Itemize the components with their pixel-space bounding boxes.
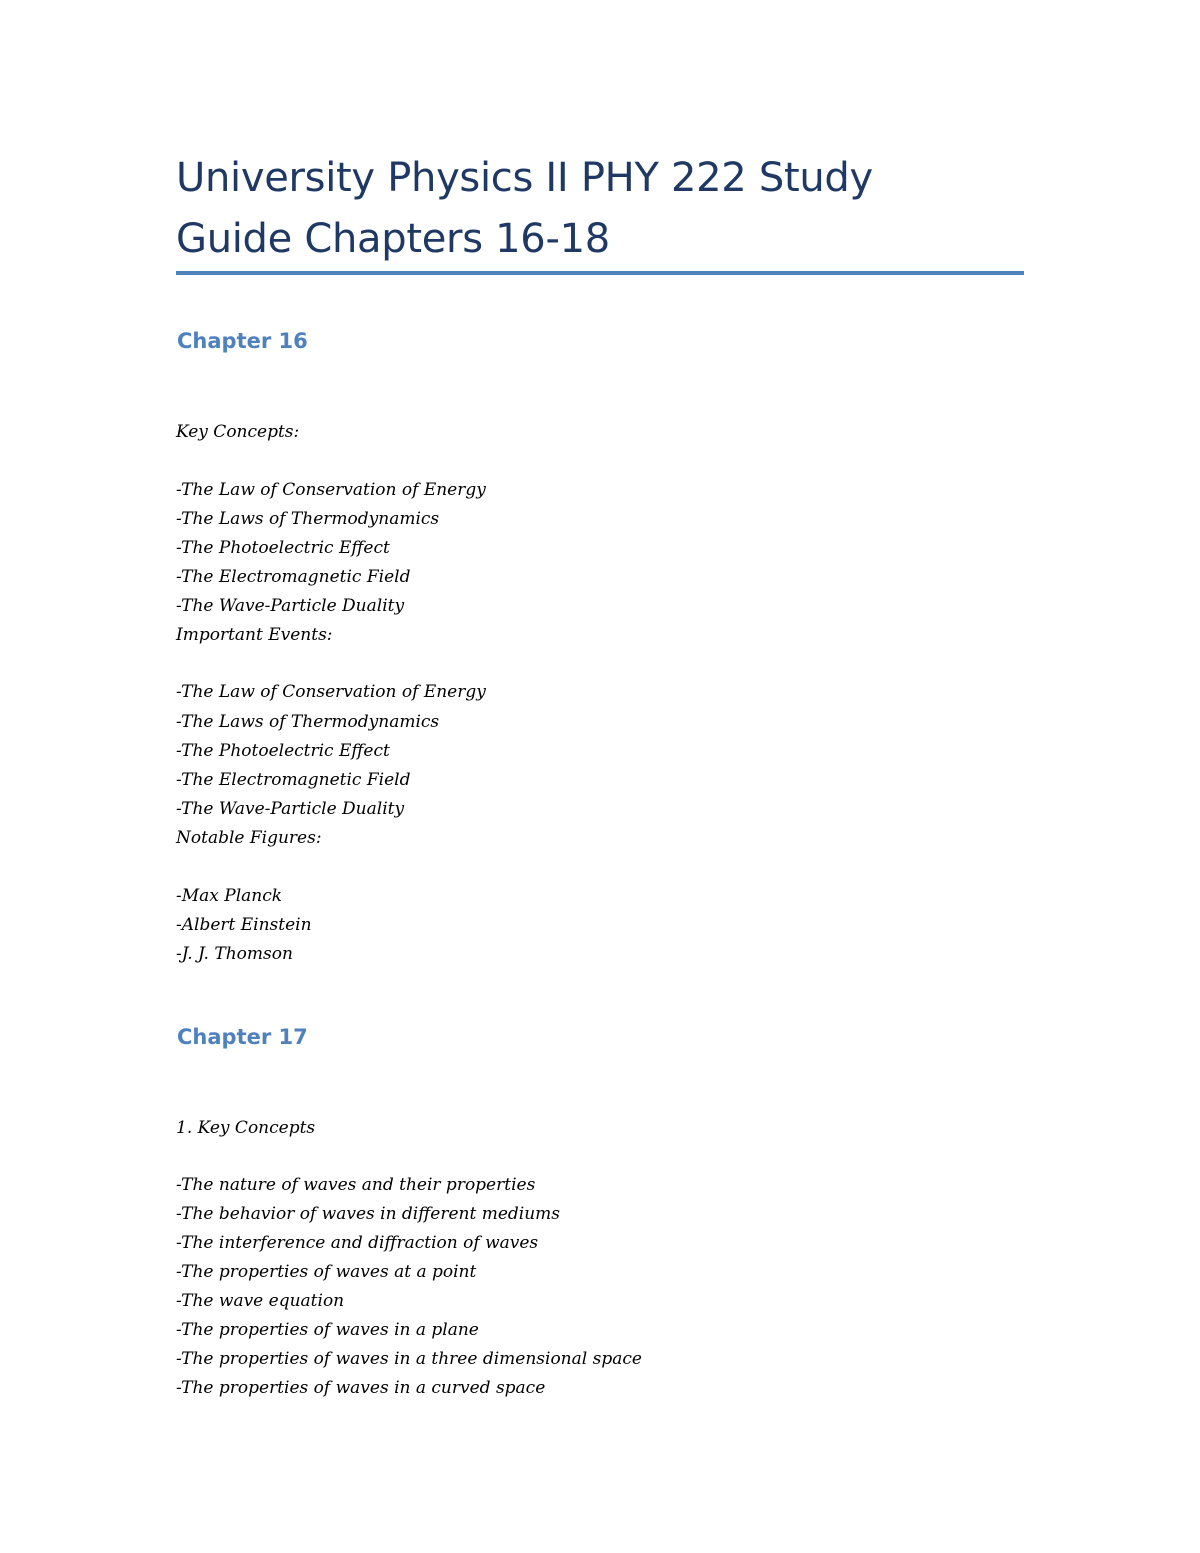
ch17-key-concept-item: -The interference and diffraction of waves	[176, 1233, 539, 1253]
ch16-key-concept-item: -The Law of Conservation of Energy	[176, 480, 486, 500]
ch17-key-concept-item: -The wave equation	[176, 1291, 345, 1311]
ch16-important-event-item: -The Law of Conservation of Energy	[176, 682, 486, 702]
ch16-important-event-item: -The Photoelectric Effect	[176, 741, 390, 761]
ch16-important-event-item: -The Electromagnetic Field	[176, 770, 411, 790]
document-title-line-1: University Physics II PHY 222 Study	[176, 155, 873, 201]
ch16-key-concept-item: -The Wave-Particle Duality	[176, 596, 405, 616]
title-underline-rule	[176, 271, 1024, 275]
ch16-important-event-item: -The Wave-Particle Duality	[176, 799, 405, 819]
chapter-16-heading: Chapter 16	[177, 329, 308, 353]
ch17-key-concepts-label: 1. Key Concepts	[176, 1118, 316, 1138]
ch16-important-event-item: -The Laws of Thermodynamics	[176, 712, 440, 732]
ch16-key-concept-item: -The Electromagnetic Field	[176, 567, 411, 587]
ch17-key-concept-item: -The properties of waves at a point	[176, 1262, 477, 1282]
ch17-key-concept-item: -The properties of waves in a plane	[176, 1320, 479, 1340]
ch17-key-concept-item: -The properties of waves in a curved space	[176, 1378, 546, 1398]
ch16-important-events-label: Important Events:	[176, 625, 333, 645]
ch17-key-concept-item: -The nature of waves and their properties	[176, 1175, 536, 1195]
ch16-notable-figure-item: -Albert Einstein	[176, 915, 312, 935]
document-title-line-2: Guide Chapters 16-18	[176, 216, 610, 262]
ch16-notable-figures-label: Notable Figures:	[176, 828, 322, 848]
ch16-key-concepts-label: Key Concepts:	[176, 422, 300, 442]
ch16-notable-figure-item: -J. J. Thomson	[176, 944, 293, 964]
chapter-17-heading: Chapter 17	[177, 1025, 308, 1049]
ch16-key-concept-item: -The Photoelectric Effect	[176, 538, 390, 558]
ch16-key-concept-item: -The Laws of Thermodynamics	[176, 509, 440, 529]
ch17-key-concept-item: -The properties of waves in a three dimensional space	[176, 1349, 642, 1369]
ch17-key-concept-item: -The behavior of waves in different mediums	[176, 1204, 561, 1224]
ch16-notable-figure-item: -Max Planck	[176, 886, 283, 906]
